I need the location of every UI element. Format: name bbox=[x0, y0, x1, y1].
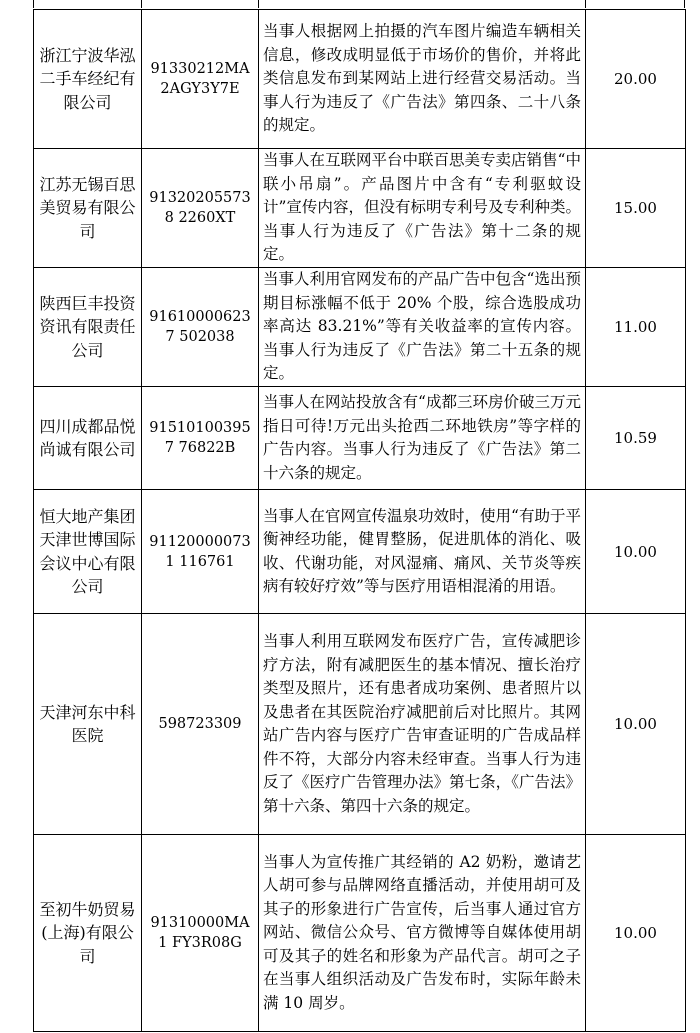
company-name: 浙江宁波华泓二手车经纪有限公司 bbox=[34, 10, 142, 149]
violation-description: 当事人在官网宣传温泉功效时，使用“有助于平衡神经功能，健胃整肠，促进肌体的消化、吸收、代谢功能，对风湿痛、痛风、关节炎等疾病有较好疗效”等与医疗用语相混淆的用语。 bbox=[259, 490, 586, 614]
credit-code: 911200000731 116761 bbox=[142, 490, 259, 614]
credit-code: 91310000MA1 FY3R08G bbox=[142, 835, 259, 1032]
violation-description: 当事人在网站投放含有“成都三环房价破三万元指日可待!万元出头抢西二环地铁房”等字样的广告内容。当事人行为违反了《广告法》第二十六条的规定。 bbox=[259, 387, 586, 490]
penalty-table bbox=[33, 9, 686, 1032]
penalty-amount: 15.00 bbox=[586, 149, 686, 268]
table-row bbox=[34, 268, 686, 387]
table-row bbox=[34, 614, 686, 835]
company-name: 至初牛奶贸易(上海)有限公司 bbox=[34, 835, 142, 1032]
table-row bbox=[34, 490, 686, 614]
violation-description: 当事人根据网上拍摄的汽车图片编造车辆相关信息，修改成明显低于市场价的售价，并将此类信息发布到某网站上进行经营交易活动。当事人行为违反了《广告法》第四条、二十八条的规定。 bbox=[259, 10, 586, 149]
credit-code: 598723309 bbox=[142, 614, 259, 835]
company-name: 恒大地产集团天津世博国际会议中心有限公司 bbox=[34, 490, 142, 614]
credit-code: 913202055738 2260XT bbox=[142, 149, 259, 268]
table-row bbox=[34, 387, 686, 490]
credit-code: 915101003957 76822B bbox=[142, 387, 259, 490]
company-name: 天津河东中科医院 bbox=[34, 614, 142, 835]
company-name: 四川成都品悦尚诚有限公司 bbox=[34, 387, 142, 490]
violation-description: 当事人利用互联网发布医疗广告，宣传减肥诊疗方法，附有减肥医生的基本情况、擅长治疗类型及照片，还有患者成功案例、患者照片以及患者在其医院治疗减肥前后对比照片。其网站广告内容与医疗广告审查证明的广告成品样件不符，大部分内容未经审查。当事人行为违反了《医疗广告管理办法》第七条，《广告法》第十六条、第四十六条的规定。 bbox=[259, 614, 586, 835]
company-name: 陕西巨丰投资资讯有限责任公司 bbox=[34, 268, 142, 387]
table-row bbox=[34, 149, 686, 268]
penalty-amount: 10.00 bbox=[586, 490, 686, 614]
penalty-amount: 10.00 bbox=[586, 835, 686, 1032]
violation-description: 当事人在互联网平台中联百思美专卖店销售“中联小吊扇”。产品图片中含有“专利驱蚊设计”宣传内容，但没有标明专利号及专利种类。当事人行为违反了《广告法》第十二条的规定。 bbox=[259, 149, 586, 268]
penalty-amount: 11.00 bbox=[586, 268, 686, 387]
penalty-amount: 10.00 bbox=[586, 614, 686, 835]
company-name: 江苏无锡百思美贸易有限公司 bbox=[34, 149, 142, 268]
credit-code: 91330212MA2AGY3Y7E bbox=[142, 10, 259, 149]
table-row bbox=[34, 10, 686, 149]
credit-code: 916100006237 502038 bbox=[142, 268, 259, 387]
penalty-amount: 10.59 bbox=[586, 387, 686, 490]
table-row bbox=[34, 835, 686, 1032]
penalty-amount: 20.00 bbox=[586, 10, 686, 149]
violation-description: 当事人利用官网发布的产品广告中包含“选出预期目标涨幅不低于 20% 个股，综合选股成功率高达 83.21%”等有关收益率的宣传内容。当事人行为违反了《广告法》第二十五条的规定。 bbox=[259, 268, 586, 387]
violation-description: 当事人为宣传推广其经销的 A2 奶粉，邀请艺人胡可参与品牌网络直播活动，并使用胡可及其子的形象进行广告宣传，后当事人通过官方网站、微信公众号、官方微博等自媒体使用胡可及其子的姓名和形象为产品代言。胡可之子在当事人组织活动及广告发布时，实际年龄未满 10 周岁。 bbox=[259, 835, 586, 1032]
